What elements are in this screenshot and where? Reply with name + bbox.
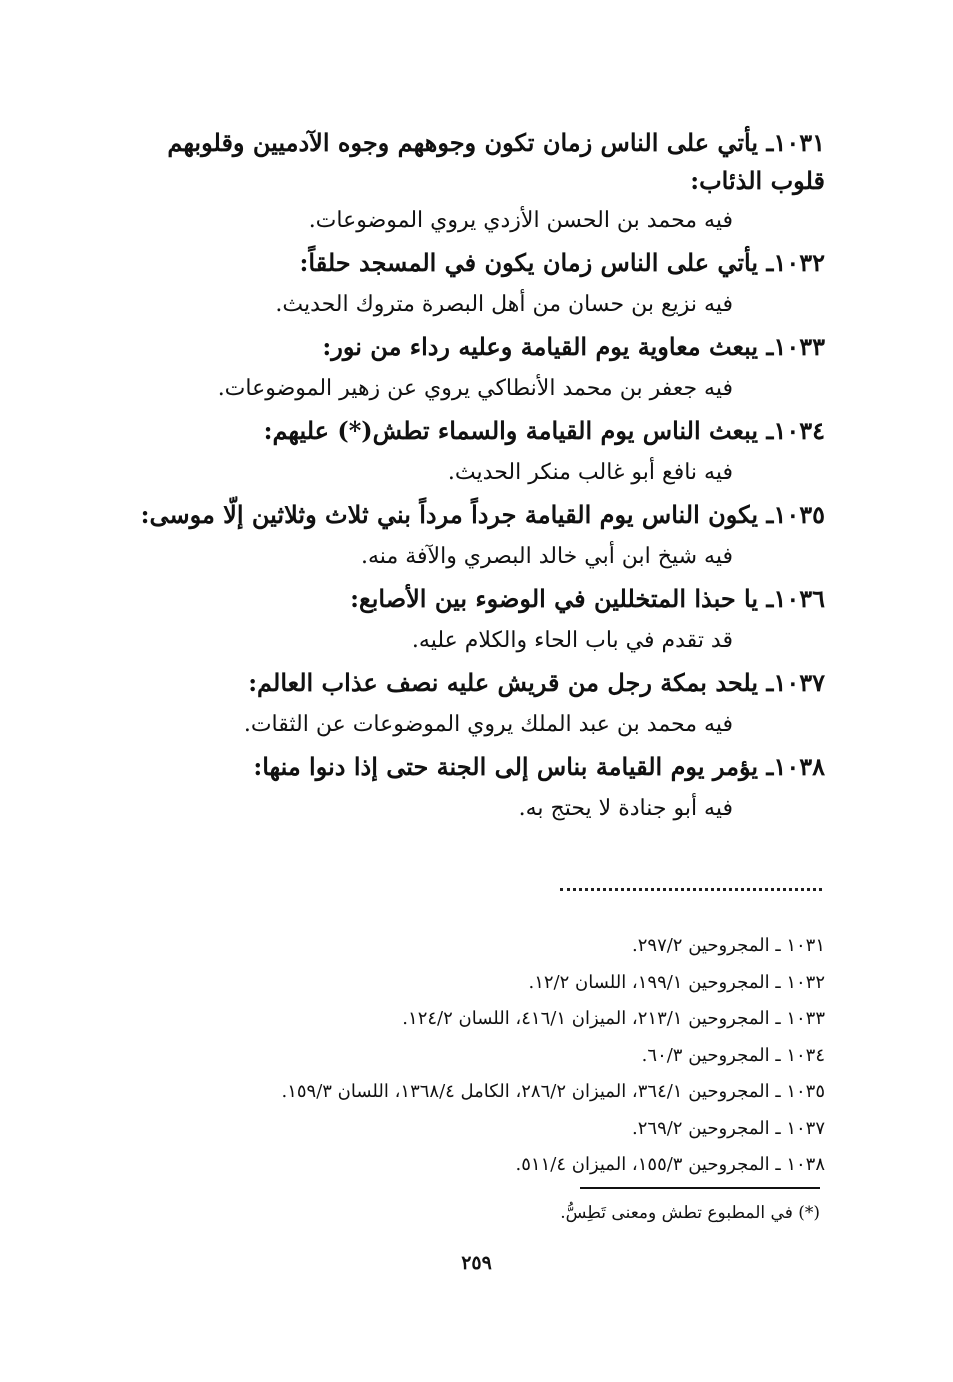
reference-line: ١٠٣٢ ـ المجروحين ١٩٩/١، اللسان ١٢/٢. [528, 971, 825, 993]
footnote-rule [580, 1187, 820, 1189]
reference-line: ١٠٣٧ ـ المجروحين ٢٦٩/٢. [632, 1117, 825, 1139]
entry-description: فيه محمد بن الحسن الأزدي يروي الموضوعات. [308, 208, 733, 233]
dotted-separator [560, 888, 822, 895]
entry-description: فيه نزيع بن حسان من أهل البصرة متروك الحديث. [275, 292, 733, 317]
entries-list [125, 124, 825, 830]
reference-line: ١٠٣٨ ـ المجروحين ١٥٥/٣، الميزان ٥١١/٤. [515, 1154, 825, 1175]
entry-description: فيه نافع أبو غالب منكر الحديث. [447, 460, 733, 485]
entry-heading: ١٠٣١ـ يأتي على الناس زمان تكون وجوههم وجوه الآدميين وقلوبهم قلوب الذئاب: [167, 128, 825, 195]
entry-heading: ١٠٣٢ـ يأتي على الناس زمان يكون في المسجد حلقاً: [299, 248, 825, 277]
page-number: ٢٥٩ [461, 1252, 492, 1274]
entry-heading: ١٠٣٨ـ يؤمر يوم القيامة بناس إلى الجنة حتى إذا دنوا منها: [253, 752, 825, 781]
reference-line: ١٠٣٣ ـ المجروحين ٢١٣/١، الميزان ٤١٦/١، اللسان ١٢٤/٢. [402, 1008, 825, 1029]
entry-description: قد تقدم في باب الحاء والكلام عليه. [411, 628, 733, 653]
entry-heading: ١٠٣٣ـ يبعث معاوية يوم القيامة وعليه رداء من نور: [322, 332, 825, 361]
reference-line: ١٠٣١ ـ المجروحين ٢٩٧/٢. [632, 935, 825, 956]
entry-heading: ١٠٣٧ـ يلحد بمكة رجل من قريش عليه نصف عذاب العالم: [248, 668, 825, 697]
entry-description: فيه محمد بن عبد الملك يروي الموضوعات عن الثقات. [243, 712, 733, 737]
reference-line: ١٠٣٤ ـ المجروحين ٦٠/٣. [641, 1044, 825, 1066]
entry-heading: ١٠٣٤ـ يبعث الناس يوم القيامة والسماء تطش(*) عليهم: [263, 416, 825, 445]
entry-description: فيه أبو جنادة لا يحتج به. [518, 796, 733, 821]
reference-line: ١٠٣٥ ـ المجروحين ٣٦٤/١، الميزان ٢٨٦/٢، الكامل ١٣٦٨/٤، اللسان ١٥٩/٣. [281, 1081, 825, 1102]
entry-heading: ١٠٣٦ـ يا حبذا المتخللين في الوضوء بين الأصابع: [350, 584, 825, 613]
footnote: (*) في المطبوع تطش ومعنى تَطِسُّ. [560, 1203, 820, 1223]
entry-description: فيه جعفر بن محمد الأنطاكي يروي عن زهير الموضوعات. [217, 376, 733, 401]
entry-heading: ١٠٣٥ـ يكون الناس يوم القيامة جرداً مرداً بني ثلاث وثلاثين إلّا موسى: [140, 500, 825, 529]
entry-description: فيه شيخ ابن أبي خالد البصري والآفة منه. [361, 544, 733, 569]
references-list [125, 928, 825, 1184]
